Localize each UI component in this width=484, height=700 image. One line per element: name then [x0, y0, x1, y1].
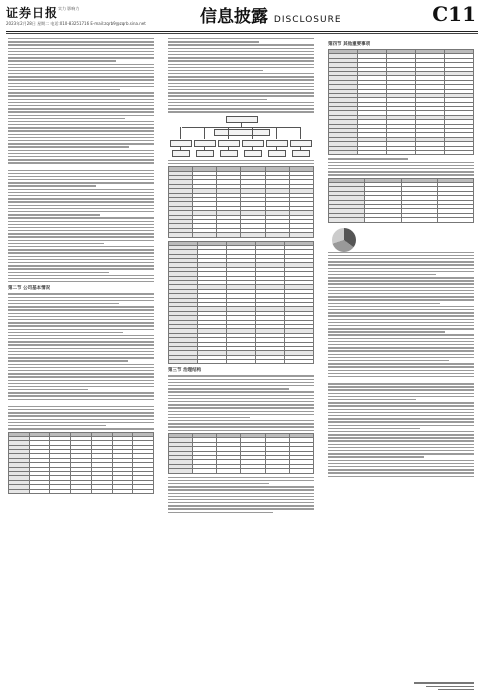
text-line [8, 162, 154, 163]
text-line [8, 102, 154, 103]
text-line [8, 130, 154, 131]
text-line [8, 159, 154, 160]
text-line [328, 306, 474, 307]
text-line [328, 469, 474, 470]
text-line [328, 287, 474, 288]
org-node [268, 150, 286, 157]
masthead [0, 0, 484, 40]
text-line [8, 409, 154, 410]
text-line [8, 303, 119, 304]
text-line [8, 105, 154, 106]
text-line [8, 357, 154, 358]
text-line [328, 174, 474, 175]
text-line [168, 426, 314, 427]
text-line [328, 383, 474, 384]
text-line [8, 354, 154, 355]
text-line [8, 208, 154, 209]
article-column-3 [328, 38, 474, 479]
text-line [168, 480, 314, 481]
text-line [8, 313, 154, 314]
text-line [328, 303, 440, 304]
text-line [328, 328, 474, 329]
text-line [8, 272, 109, 273]
text-line [328, 325, 474, 326]
text-line [328, 466, 474, 467]
text-line [328, 386, 474, 387]
text-line [328, 331, 445, 332]
text-line [8, 233, 154, 234]
text-line [168, 496, 314, 497]
text-line [328, 447, 474, 448]
text-line [8, 127, 154, 128]
text-line [8, 236, 154, 237]
text-line [8, 243, 104, 244]
text-line [8, 118, 125, 119]
text-line [8, 214, 100, 215]
text-line [328, 357, 474, 358]
text-line [168, 76, 314, 77]
text-line [168, 404, 314, 405]
text-line [168, 382, 314, 383]
text-line [8, 252, 154, 253]
text-line [328, 296, 474, 297]
org-node [292, 150, 310, 157]
text-line [8, 259, 154, 260]
text-line [8, 399, 154, 400]
text-line [8, 124, 154, 125]
org-connector [182, 127, 300, 128]
text-line [8, 173, 154, 174]
text-line [8, 99, 154, 100]
org-node [242, 140, 264, 147]
text-line [8, 146, 129, 147]
text-line [8, 64, 154, 65]
text-line [328, 393, 474, 394]
text-line [328, 444, 474, 445]
text-line [8, 176, 154, 177]
text-line [8, 57, 154, 58]
text-line [328, 334, 474, 335]
org-node [290, 140, 312, 147]
text-line [168, 99, 267, 100]
org-node [194, 140, 216, 147]
text-line [328, 168, 474, 169]
text-line [328, 344, 474, 345]
text-line [328, 277, 474, 278]
text-line [168, 502, 314, 503]
text-line [328, 460, 474, 461]
text-line [328, 437, 474, 438]
text-line [328, 360, 449, 361]
text-line [168, 64, 314, 65]
text-line [328, 274, 436, 275]
text-line [328, 322, 474, 323]
text-line [328, 456, 424, 457]
text-line [168, 398, 314, 399]
text-line [328, 370, 474, 371]
text-line [8, 54, 154, 55]
article-column-1 [8, 38, 154, 497]
text-line [168, 486, 314, 487]
org-connector [252, 127, 253, 139]
text-line [328, 264, 474, 265]
text-line [328, 299, 474, 300]
text-line [328, 258, 474, 259]
text-line [8, 278, 154, 279]
text-line [168, 108, 314, 109]
text-line [328, 396, 474, 397]
text-line [8, 240, 154, 241]
text-line [8, 76, 154, 77]
text-line [8, 265, 154, 266]
text-line [8, 389, 88, 390]
text-line [168, 111, 314, 112]
text-line [8, 293, 154, 294]
text-line [8, 249, 154, 250]
text-line [8, 38, 154, 39]
text-line [8, 140, 154, 141]
org-connector [228, 127, 229, 139]
text-line [8, 360, 128, 361]
text-line [8, 227, 154, 228]
text-line [8, 395, 154, 396]
text-line [8, 316, 154, 317]
text-line [168, 163, 314, 164]
text-line [328, 376, 474, 377]
disclosure-table [328, 178, 474, 223]
text-line [8, 230, 154, 231]
text-line [328, 338, 474, 339]
text-line [8, 428, 154, 429]
text-line [8, 376, 154, 377]
masthead-rule-thin [6, 33, 478, 34]
text-line [168, 60, 314, 61]
text-line [8, 211, 154, 212]
text-line [168, 79, 314, 80]
text-line [8, 338, 154, 339]
text-line [168, 67, 314, 68]
org-node [220, 150, 238, 157]
text-line [328, 463, 474, 464]
text-line [8, 383, 154, 384]
text-line [8, 73, 154, 74]
section-title-cn: 信息披露 [200, 7, 268, 27]
text-line [8, 44, 154, 45]
text-line [8, 309, 154, 310]
text-line [8, 380, 154, 381]
text-line [8, 325, 154, 326]
text-line [8, 386, 154, 387]
text-line [8, 189, 154, 190]
text-line [8, 425, 106, 426]
text-line [168, 89, 314, 90]
text-line [168, 493, 314, 494]
text-line [8, 185, 96, 186]
text-line [328, 252, 474, 253]
text-line [8, 224, 154, 225]
text-line [8, 41, 154, 42]
text-line [8, 205, 154, 206]
text-line [168, 407, 314, 408]
text-line [328, 283, 474, 284]
text-line [8, 297, 154, 298]
text-line [8, 341, 154, 342]
text-line [328, 315, 474, 316]
org-node [218, 140, 240, 147]
text-line [168, 477, 314, 478]
text-line [328, 309, 474, 310]
text-line [328, 418, 474, 419]
text-line [168, 44, 314, 45]
text-line [168, 508, 314, 509]
text-line [168, 70, 263, 71]
org-node [244, 150, 262, 157]
text-line [168, 512, 273, 513]
page-number: C11 [432, 2, 476, 26]
text-line [8, 319, 154, 320]
text-line [8, 332, 123, 333]
text-line [168, 505, 314, 506]
disclosure-table [8, 432, 154, 494]
text-line [168, 105, 314, 106]
text-line [168, 401, 314, 402]
text-line [328, 425, 474, 426]
text-line [8, 281, 154, 282]
section-title-en: DISCLOSURE [273, 15, 342, 25]
newspaper-logo: 证券日报 [6, 6, 59, 20]
text-line [168, 83, 314, 84]
text-line [8, 60, 116, 61]
text-line [8, 143, 154, 144]
text-line [168, 489, 314, 490]
text-line [8, 108, 154, 109]
text-line [328, 290, 474, 291]
text-line [8, 246, 154, 247]
text-line [8, 422, 154, 423]
text-line [168, 73, 314, 74]
org-connector [300, 127, 301, 139]
text-line [8, 217, 154, 218]
text-line [328, 428, 420, 429]
text-line [168, 423, 314, 424]
signature-block [414, 682, 474, 692]
text-line [168, 102, 314, 103]
org-node [172, 150, 190, 157]
text-line [8, 79, 154, 80]
text-line [328, 350, 474, 351]
org-node [170, 140, 192, 147]
text-line [168, 41, 259, 42]
text-line [8, 412, 154, 413]
text-line [168, 430, 314, 431]
text-line [168, 385, 314, 386]
text-line [168, 92, 314, 93]
disclosure-table [168, 166, 314, 237]
text-line [8, 198, 154, 199]
text-line [8, 344, 154, 345]
disclosure-table [328, 49, 474, 155]
text-line [8, 192, 154, 193]
org-node [196, 150, 214, 157]
issue-dateline: 2023年2月28日 星期二 电话:010-83251716 E-mail:zqrb9@zqrb.sina.net [6, 21, 146, 26]
text-line [8, 275, 154, 276]
text-line [328, 409, 474, 410]
text-line [8, 89, 120, 90]
text-line [8, 95, 154, 96]
text-line [8, 256, 154, 257]
text-line [328, 162, 474, 163]
text-line [168, 417, 250, 418]
text-line [328, 363, 474, 364]
text-line [328, 354, 474, 355]
text-line [328, 347, 474, 348]
text-line [8, 111, 154, 112]
text-line [168, 38, 314, 39]
text-line [328, 389, 474, 390]
text-line [168, 420, 314, 421]
text-line [8, 121, 154, 122]
text-line [328, 450, 474, 451]
text-line [8, 153, 154, 154]
newspaper-slogan: 实力 影响力 [58, 6, 80, 11]
text-line [328, 255, 474, 256]
section-heading: 第二节 公司基本情况 [8, 286, 51, 292]
text-line [8, 351, 154, 352]
text-line [8, 268, 154, 269]
article-column-2 [168, 38, 314, 515]
text-line [8, 221, 154, 222]
org-structure-diagram [168, 115, 314, 157]
disclosure-table [168, 241, 314, 365]
text-line [328, 280, 474, 281]
text-line [328, 453, 474, 454]
text-line [168, 51, 314, 52]
text-line [8, 367, 154, 368]
text-line [328, 261, 474, 262]
text-line [8, 370, 154, 371]
text-line [328, 373, 474, 374]
text-line [168, 54, 314, 55]
text-line [328, 431, 474, 432]
text-line [168, 86, 314, 87]
text-line [328, 319, 474, 320]
text-line [8, 348, 154, 349]
text-line [8, 419, 154, 420]
text-line [8, 201, 154, 202]
text-line [328, 268, 474, 269]
text-line [168, 411, 314, 412]
text-line [8, 364, 154, 365]
org-node [266, 140, 288, 147]
section-heading: 第三节 治理结构 [168, 368, 202, 374]
masthead-rule [6, 31, 478, 32]
section-heading: 第四节 其他重要事项 [328, 42, 371, 47]
text-line [328, 476, 474, 477]
org-node [214, 129, 270, 136]
text-line [168, 375, 314, 376]
text-line [8, 322, 154, 323]
text-line [8, 150, 154, 151]
text-line [8, 329, 154, 330]
text-line [8, 406, 154, 407]
text-line [8, 392, 154, 393]
text-line [328, 421, 474, 422]
text-line [328, 434, 474, 435]
text-line [8, 92, 154, 93]
text-line [8, 137, 154, 138]
text-line [168, 483, 269, 484]
text-line [8, 335, 154, 336]
text-line [168, 391, 314, 392]
text-line [8, 83, 154, 84]
text-line [168, 379, 314, 380]
text-line [8, 170, 154, 171]
text-line [8, 48, 154, 49]
org-connector [204, 127, 205, 139]
text-line [8, 86, 154, 87]
text-line [328, 415, 474, 416]
text-line [8, 179, 154, 180]
text-line [8, 195, 154, 196]
text-line [328, 405, 474, 406]
text-line [328, 366, 474, 367]
text-line [328, 399, 416, 400]
text-line [8, 67, 154, 68]
text-line [8, 415, 154, 416]
text-line [168, 48, 314, 49]
text-line [168, 95, 314, 96]
text-line [8, 156, 154, 157]
text-line [168, 499, 314, 500]
text-line [8, 182, 154, 183]
text-line [8, 306, 154, 307]
disclosure-table [168, 433, 314, 474]
text-line [328, 402, 474, 403]
text-line [328, 171, 474, 172]
text-line [8, 262, 154, 263]
text-line [8, 300, 154, 301]
section-title [200, 2, 342, 27]
text-line [8, 373, 154, 374]
text-line [328, 412, 474, 413]
text-line [168, 388, 289, 389]
text-line [328, 165, 474, 166]
org-connector [276, 127, 277, 139]
text-line [328, 271, 474, 272]
text-line [328, 341, 474, 342]
text-line [168, 57, 314, 58]
text-line [168, 414, 314, 415]
text-line [8, 51, 154, 52]
text-line [168, 395, 314, 396]
text-line [168, 160, 314, 161]
text-line [328, 472, 474, 473]
text-line [8, 134, 154, 135]
pie-figure [328, 226, 474, 252]
text-line [8, 115, 154, 116]
text-line [8, 70, 154, 71]
org-connector [180, 127, 181, 139]
text-line [328, 312, 474, 313]
text-line [328, 158, 408, 159]
pie-chart-graphic [332, 228, 356, 252]
org-node [226, 116, 258, 123]
text-line [328, 440, 474, 441]
text-line [328, 293, 474, 294]
